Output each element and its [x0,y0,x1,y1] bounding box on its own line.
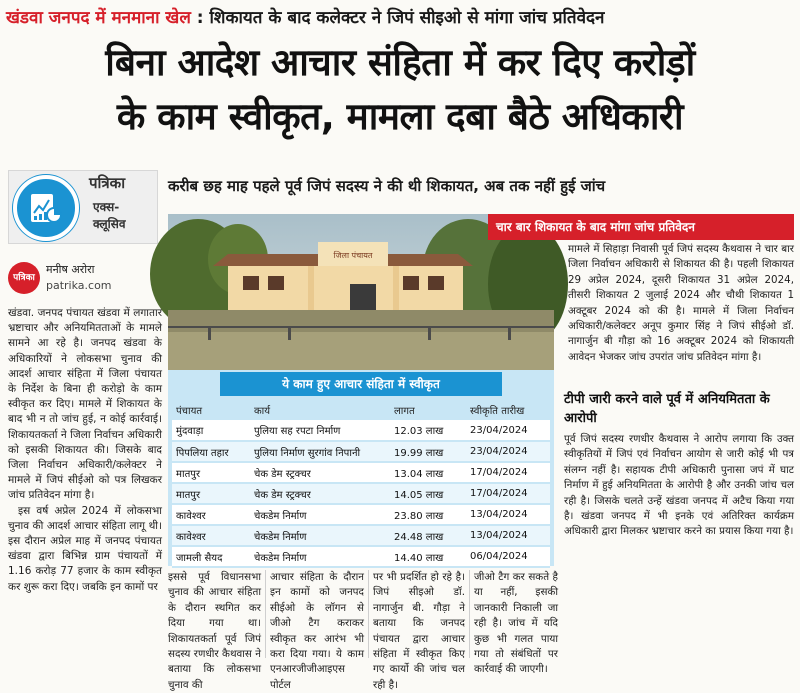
cell-work: चेक डेम स्ट्रक्चर [250,462,390,483]
table-row [172,420,550,441]
byline [8,258,158,298]
cell-work: पुलिया निर्माण सुरगांव निपानी [250,441,390,462]
col-header-work: कार्य [254,406,271,417]
patrika-logo: पत्रिका [8,262,40,294]
cell-panchayat: मातपुर [172,483,250,504]
exclusive-label [93,199,126,233]
cell-work: चेकडेम निर्माण [250,525,390,546]
bottom-column-4: जीओ टैग कर सकते है या नहीं, इसकी जानकारी निकाली जा रही है। जांच में यदि कुछ भी गलत पाया गया तो संबंधितों पर कार्रवाई की जाएगी। [474,571,558,676]
exclusive-line-2: क्लूसिव [93,217,126,231]
table-row [172,483,550,504]
cell-panchayat: कावेश्वर [172,504,250,525]
left-paragraph-1: खंडवा. जनपद पंचायत खंडवा में लगातार भ्रष्टाचार और अनियमितताओं के मामले सामने आ रहे है। जनपद खंडवा के अधिकारियों ने लोकसभा चुनाव की आदर्श आचार संहिता में जिला पंचायत के निर्देश के बिना ही करोड़ो के काम स्वीकृत कर दिए। मामले में शिकायत के बाद भी न तो जांच हुई, न कोई कार्रवाई। शिकायतकर्ता ने जिला निर्वाचन अधिकारी को इसकी शिकायत की। जिसके बाद जिला निर्वाचन अधिकारी/कलेक्टर ने मामले में जिपं सीईओ को पत्र लिखकर जांच प्रतिवेदन मांगा है। [8,307,162,502]
table-row [172,504,550,525]
complaint-subheading: चार बार शिकायत के बाद मांगा जांच प्रतिवेदन [488,214,794,240]
cell-date: 13/04/2024 [466,525,550,546]
cell-cost: 14.05 लाख [390,483,466,504]
cell-date: 17/04/2024 [466,483,550,504]
table-row [172,462,550,483]
cell-panchayat: जामली सैयद [172,546,250,567]
headline-line-2: के काम स्वीकृत, मामला दबा बैठे अधिकारी [116,95,684,138]
subhead: करीब छह माह पहले पूर्व जिपं सदस्य ने की थी शिकायत, अब तक नहीं हुई जांच [168,177,606,195]
bottom-column-3: पर भी प्रदर्शित हो रहे है। जिपं सीइओ डॉ. नागार्जुन बी. गौड़ा ने बताया कि जनपद पंचायत द्वारा आचार संहिता में स्वीकृत किए गए कार्यो की जांच चल रही है। [373,571,465,691]
cell-cost: 12.03 लाख [390,420,466,441]
brand-name: पत्रिका [89,174,126,192]
cell-panchayat: कावेश्वर [172,525,250,546]
works-table-box [168,370,554,566]
cell-cost: 23.80 लाख [390,504,466,525]
bottom-column-1: इससे पूर्व विधानसभा चुनाव की आचार संहिता के दौरान स्थगित कर दिया गया था। शिकायतकर्ता पूर्व जिपं सदस्य रणधीर कैथवास ने बताया कि लोकसभा चुनाव की [168,571,261,691]
right-column-text-1: मामले में सिहाड़ा निवासी पूर्व जिपं सदस्य कैथवास ने चार बार जिला निर्वाचन अधिकारी से शिकायत की है। पहली शिकायत 29 अप्रेल 2024, दूसरी शिकायत 31 अप्रेल 2024, तीसरी शिकायत 2 जुलाई 2024 और चौथी शिकायत 1 अक्टूबर 2024 को की है। मामले में जिला निर्वाचन अधिकारी/कलेक्टर अनूप कुमार सिंह ने जिपं सीईओ डॉ. नागार्जुन बी गौड़ा को 16 अक्टूबर 2024 को शिकायती आवेदन भेजकर जांच उपरांत जांच प्रतिवेदन मांगा है। [568,243,794,363]
author-name: मनीष अरोरा [46,263,95,276]
cell-work: चेकडेम निर्माण [250,504,390,525]
cell-date: 17/04/2024 [466,462,550,483]
exclusive-line-1: एक्स- [93,200,120,214]
cell-panchayat: मुंदवाड़ा [172,420,250,441]
left-column-text [8,306,162,595]
col-header-panchayat: पंचायत [176,406,203,417]
column-divider [265,570,266,658]
table-header-row [172,400,550,420]
cell-date: 13/04/2024 [466,504,550,525]
table-row [172,441,550,462]
building-sign: जिला पंचायत [333,251,373,260]
cell-panchayat: मातपुर [172,462,250,483]
right-column-text-2: पूर्व जिपं सदस्य रणधीर कैथवास ने आरोप लगाया कि उक्त स्वीकृतियों में जिपं एवं निर्वाचन आयोग से जारी कोई भी पत्र संलग्न नहीं है। सहायक टीपी अधिकारी पुनासा जपं में घाट निर्माण में हुई अनियमितता के आरोपी है और उनकी जांच चल रही है। जिसके चलते उन्हें खंडवा जनपद में अटैच किया गया है। खंडवा जनपद में भी इनके एवं अतिरिक्त कार्यक्रम अधिकारी द्वारा मिलकर भ्रष्टाचार करने का प्रयास किया गया है। [564,433,794,538]
cell-date: 23/04/2024 [466,420,550,441]
table-row [172,546,550,567]
left-paragraph-2: इस वर्ष अप्रेल 2024 में लोकसभा चुनाव की आदर्श आचार संहिता लागू थी। इस दौरान अप्रेल माह में जनपद पंचायत खंडवा द्वारा बिभिन्न ग्राम पंचायतों में 1.16 करोड़ 77 हजार के काम स्वीकृत कर शुरू करा दिए। जबकि इन कामों पर [8,504,162,593]
table-row [172,525,550,546]
cell-cost: 13.04 लाख [390,462,466,483]
col-header-cost: लागत [394,406,415,417]
headline-line-1: बिना आदेश आचार संहिता में कर दिए करोड़ों [105,41,695,84]
cell-date: 23/04/2024 [466,441,550,462]
bottom-column-2: आचार संहिता के दौरान इन कामों को जनपद सीईओ के लॉगन से जीओ टैग कराकर स्वीकृत कर आरंभ भी करा दिया गया। ये काम एनआरजीजीआइएस पोर्टल [270,571,364,691]
exclusive-badge [8,170,158,244]
cell-panchayat: पिपलिया तहार [172,441,250,462]
headline [6,36,794,144]
cell-cost: 14.40 लाख [390,546,466,567]
cell-date: 06/04/2024 [466,546,550,567]
col-header-date: स्वीकृति तारीख [470,406,525,417]
cell-cost: 24.48 लाख [390,525,466,546]
accused-officer-heading: टीपी जारी करने वाले पूर्व में अनियमितता के आरोपी [564,392,770,426]
report-chart-icon [13,175,79,241]
cell-cost: 19.99 लाख [390,441,466,462]
cell-work: चेक डेम स्ट्रक्चर [250,483,390,504]
cell-work: चेकडेम निर्माण [250,546,390,567]
cell-work: पुलिया सह रपटा निर्माण [250,420,390,441]
works-table-title: ये काम हुए आचार संहिता में स्वीकृत [220,372,502,396]
column-divider [368,570,369,658]
kicker-line [6,4,794,32]
kicker-highlight: खंडवा जनपद में मनमाना खेल [6,8,191,28]
column-divider [469,570,470,658]
kicker-text: : शिकायत के बाद कलेक्टर ने जिपं सीइओ से मांगा जांच प्रतिवेदन [190,8,605,28]
author-site: patrika.com [46,279,112,292]
works-table [172,400,550,568]
